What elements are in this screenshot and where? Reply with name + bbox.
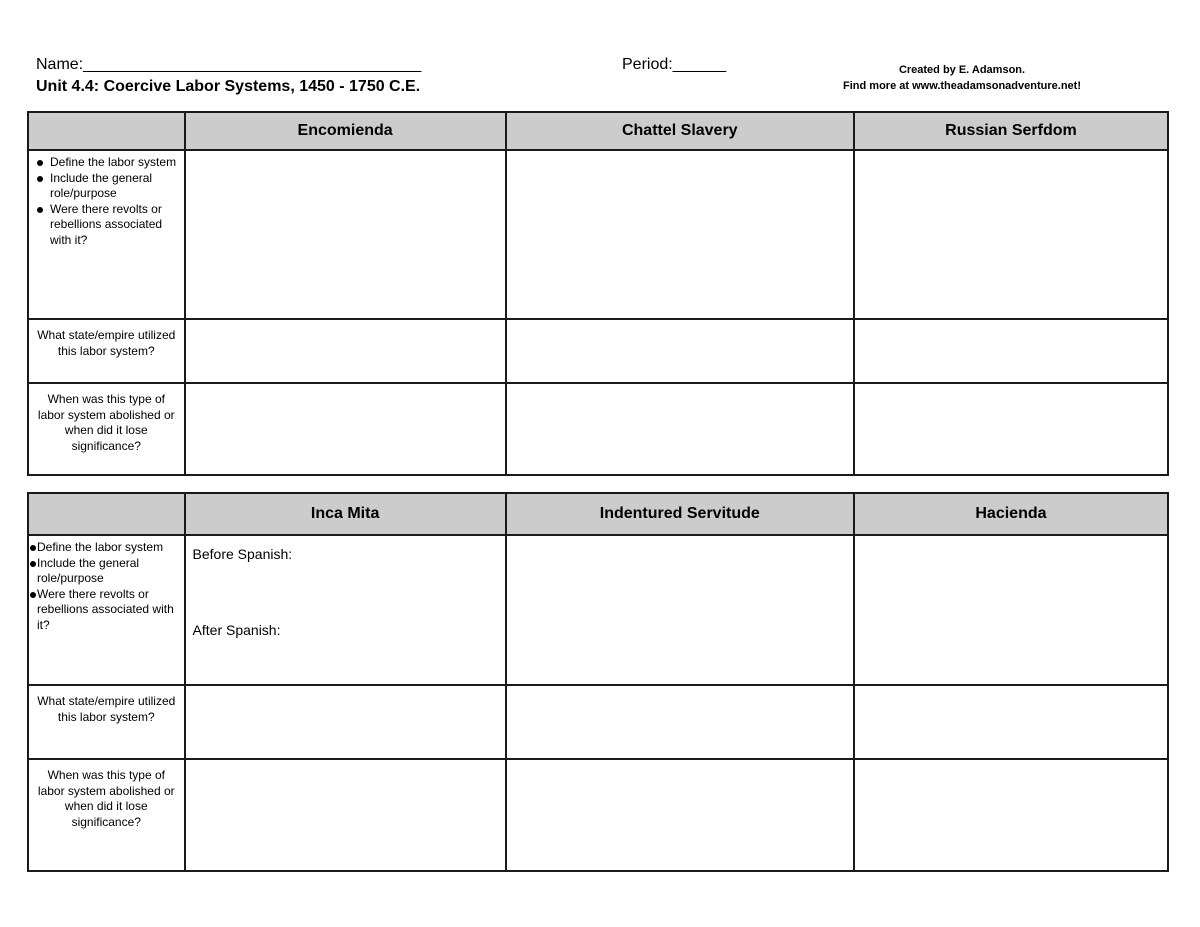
column-header-inca-mita: Inca Mita [185,493,506,535]
answer-cell[interactable] [506,150,854,319]
answer-cell[interactable] [506,759,854,871]
credits [812,62,1112,94]
credit-author: Created by E. Adamson. [898,64,1026,76]
credit-website[interactable]: Find more at www.theadamsonadventure.net! [843,80,1081,92]
table-row-define [28,150,1168,319]
table-header-row [28,493,1168,535]
row-label-state: What state/empire utilized this labor system? [28,685,185,759]
table-row-state [28,685,1168,759]
list-item: Define the labor system [50,155,180,171]
corner-cell [28,493,185,535]
answer-cell[interactable] [854,319,1168,383]
worksheet-title: Unit 4.4: Coercive Labor Systems, 1450 - 1750 C.E. [36,78,421,95]
table-row-abolished [28,759,1168,871]
row-label-abolished: When was this type of labor system abolished or when did it lose significance? [28,759,185,871]
define-bullets [29,536,184,633]
column-header-indentured-servitude: Indentured Servitude [506,493,854,535]
row-label-abolished: When was this type of labor system abolished or when did it lose significance? [28,383,185,475]
answer-cell[interactable] [185,759,506,871]
row-label-define [28,150,185,319]
period-field-label[interactable]: Period:______ [622,56,727,73]
labor-table-1 [27,111,1169,476]
answer-cell[interactable] [506,535,854,685]
answer-cell[interactable] [185,383,506,475]
labor-table-2 [27,492,1169,872]
answer-cell[interactable] [854,535,1168,685]
row-label-state: What state/empire utilized this labor system? [28,319,185,383]
after-spanish-label: After Spanish: [192,622,281,638]
before-spanish-label: Before Spanish: [192,546,293,562]
table-row-state [28,319,1168,383]
name-field-label[interactable]: Name:______________________________________ [36,56,422,73]
list-item: Were there revolts or rebellions associated with it? [37,587,180,634]
list-item: Define the labor system [37,540,180,556]
list-item: Include the general role/purpose [37,556,180,587]
column-header-russian-serfdom: Russian Serfdom [854,112,1168,150]
answer-cell[interactable] [185,319,506,383]
answer-cell-inca-mita[interactable] [185,535,506,685]
column-header-encomienda: Encomienda [185,112,506,150]
answer-cell[interactable] [854,150,1168,319]
answer-cell[interactable] [506,383,854,475]
row-label-define [28,535,185,685]
column-header-hacienda: Hacienda [854,493,1168,535]
corner-cell [28,112,185,150]
column-header-chattel-slavery: Chattel Slavery [506,112,854,150]
define-bullets [29,151,184,248]
answer-cell[interactable] [185,685,506,759]
answer-cell[interactable] [506,685,854,759]
answer-cell[interactable] [854,759,1168,871]
list-item: Were there revolts or rebellions associated with it? [50,202,180,249]
table-row-abolished [28,383,1168,475]
worksheet-header [36,55,421,98]
table-header-row [28,112,1168,150]
answer-cell[interactable] [185,150,506,319]
table-row-define [28,535,1168,685]
answer-cell[interactable] [854,383,1168,475]
list-item: Include the general role/purpose [50,171,180,202]
answer-cell[interactable] [506,319,854,383]
answer-cell[interactable] [854,685,1168,759]
